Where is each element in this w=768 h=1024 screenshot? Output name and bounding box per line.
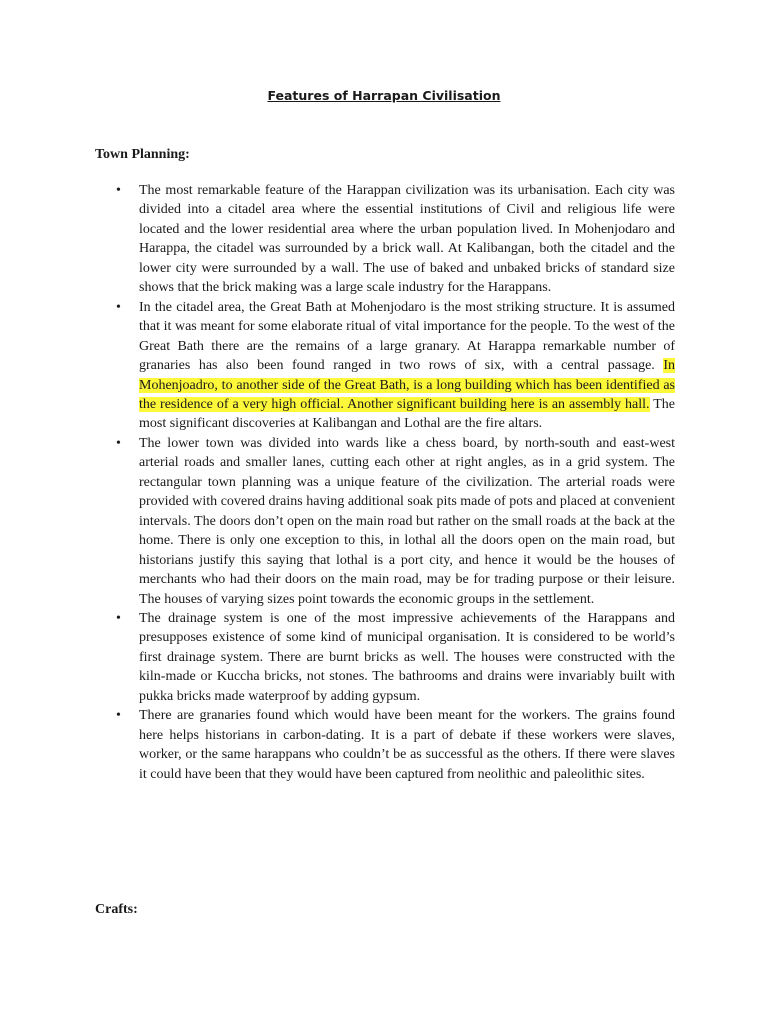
town-planning-bullet-list	[0, 181, 768, 784]
bullet-text: The lower town was divided into wards like a chess board, by north-south and east-west arterial roads and smaller lanes, cutting each other at right angles, as in a grid system. The rectangular town planning was a unique feature of the civilization. The arterial roads were provided with covered drains having additional soak pits made of pots and placed at convenient intervals. The doors don’t open on the main road but rather on the small roads at the back at the home. There is only one exception to this, in lothal all the doors open on the main road, but historians justify this saying that lothal is a port city, and hence it would be the houses of merchants who had their doors on the main road, may be for trading purpose or their leisure. The houses of varying sizes point towards the economic groups in the settlement.	[139, 435, 675, 607]
bullet-text: In the citadel area, the Great Bath at Mohenjodaro is the most striking structure. It is assumed that it was meant for some elaborate ritual of vital importance for the people. To the west of the Great Bath there are the remains of a large granary. At Harappa remarkable number of granaries has also been found ranged in two rows of six, with a central passage.	[139, 299, 675, 374]
section-heading-crafts: Crafts:	[95, 902, 138, 917]
bullet-icon: •	[116, 435, 121, 451]
bullet-icon: •	[116, 610, 121, 626]
list-item	[116, 609, 675, 706]
bullet-icon: •	[116, 183, 121, 198]
list-item	[116, 298, 675, 434]
highlighted-text: In Mohenjoadro, to another side of the Great Bath, is a long building which has been identified as the residence of a very high official. Another significant building here is an assembly hall.	[139, 358, 675, 412]
list-item	[116, 434, 675, 609]
bullet-text: The most significant discoveries at Kalibangan and Lothal are the fire altars.	[139, 396, 675, 432]
bullet-icon: •	[116, 299, 121, 315]
bullet-text: The drainage system is one of the most impressive achievements of the Harappans and presupposes existence of some kind of municipal organisation. It is considered to be world’s first drainage system. There are burnt bricks as well. The houses were constructed with the kiln-made or Kuccha bricks, not stones. The bathrooms and drains were invariably built with pukka bricks made waterproof by adding gypsum.	[139, 610, 675, 704]
document-title: Features of Harrapan Civilisation	[267, 88, 501, 103]
list-item	[116, 706, 675, 784]
list-item	[116, 181, 675, 298]
bullet-text: The most remarkable feature of the Harappan civilization was its urbanisation. Each city was divided into a citadel area where the essential institutions of Civil and religious life were located and the lower residential area where the urban population lived. In Mohenjodaro and Harappa, the citadel was surrounded by a brick wall. At Kalibangan, both the citadel and the lower city were surrounded by a wall. The use of baked and unbaked bricks of standard size shows that the brick making was a large scale industry for the Harappans.	[139, 183, 675, 296]
bullet-icon: •	[116, 708, 121, 724]
bullet-text: There are granaries found which would have been meant for the workers. The grains found here helps historians in carbon-dating. It is a part of debate if these workers were slaves, worker, or the same harappans who couldn’t be as successful as the others. If there were slaves it could have been that they would have been captured from neolithic and paleolithic sites.	[139, 708, 675, 782]
section-heading-town-planning: Town Planning:	[95, 147, 190, 162]
